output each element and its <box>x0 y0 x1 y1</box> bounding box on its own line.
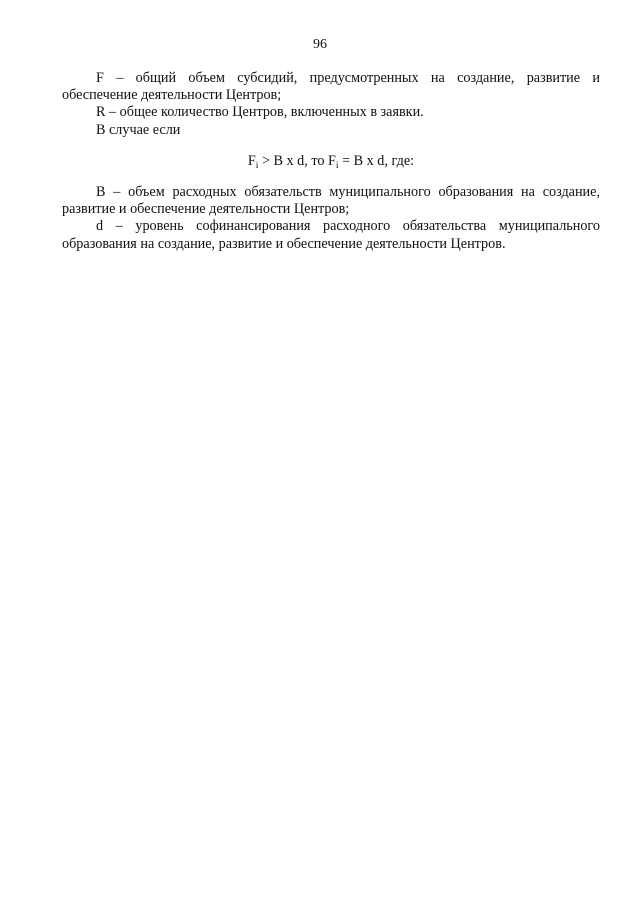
formula-result: = B x d, где: <box>338 152 415 169</box>
formula-left-subscript: i <box>255 160 259 171</box>
page-number: 96 <box>313 37 327 52</box>
paragraph-r-definition: R – общее количество Центров, включенных в заявки. <box>96 104 424 121</box>
document-body <box>62 70 600 253</box>
paragraph-b-definition: B – объем расходных обязательств муниципального образования на создание, развитие и обеспечение деятельности Центров; <box>62 184 600 218</box>
paragraph-f-definition: F – общий объем субсидий, предусмотренных на создание, развитие и обеспечение деятельности Центров; <box>62 70 600 104</box>
formula-left-var: F <box>247 152 256 169</box>
formula-right-subscript: i <box>335 160 339 171</box>
formula-comparison: > B x d, то <box>258 152 329 169</box>
formula <box>62 153 600 170</box>
formula-right-var: F <box>328 152 336 169</box>
paragraph-d-definition: d – уровень софинансирования расходного обязательства муниципального образования на создание, развитие и обеспечение деятельности Центров. <box>62 218 600 252</box>
paragraph-condition-intro: В случае если <box>96 121 181 138</box>
